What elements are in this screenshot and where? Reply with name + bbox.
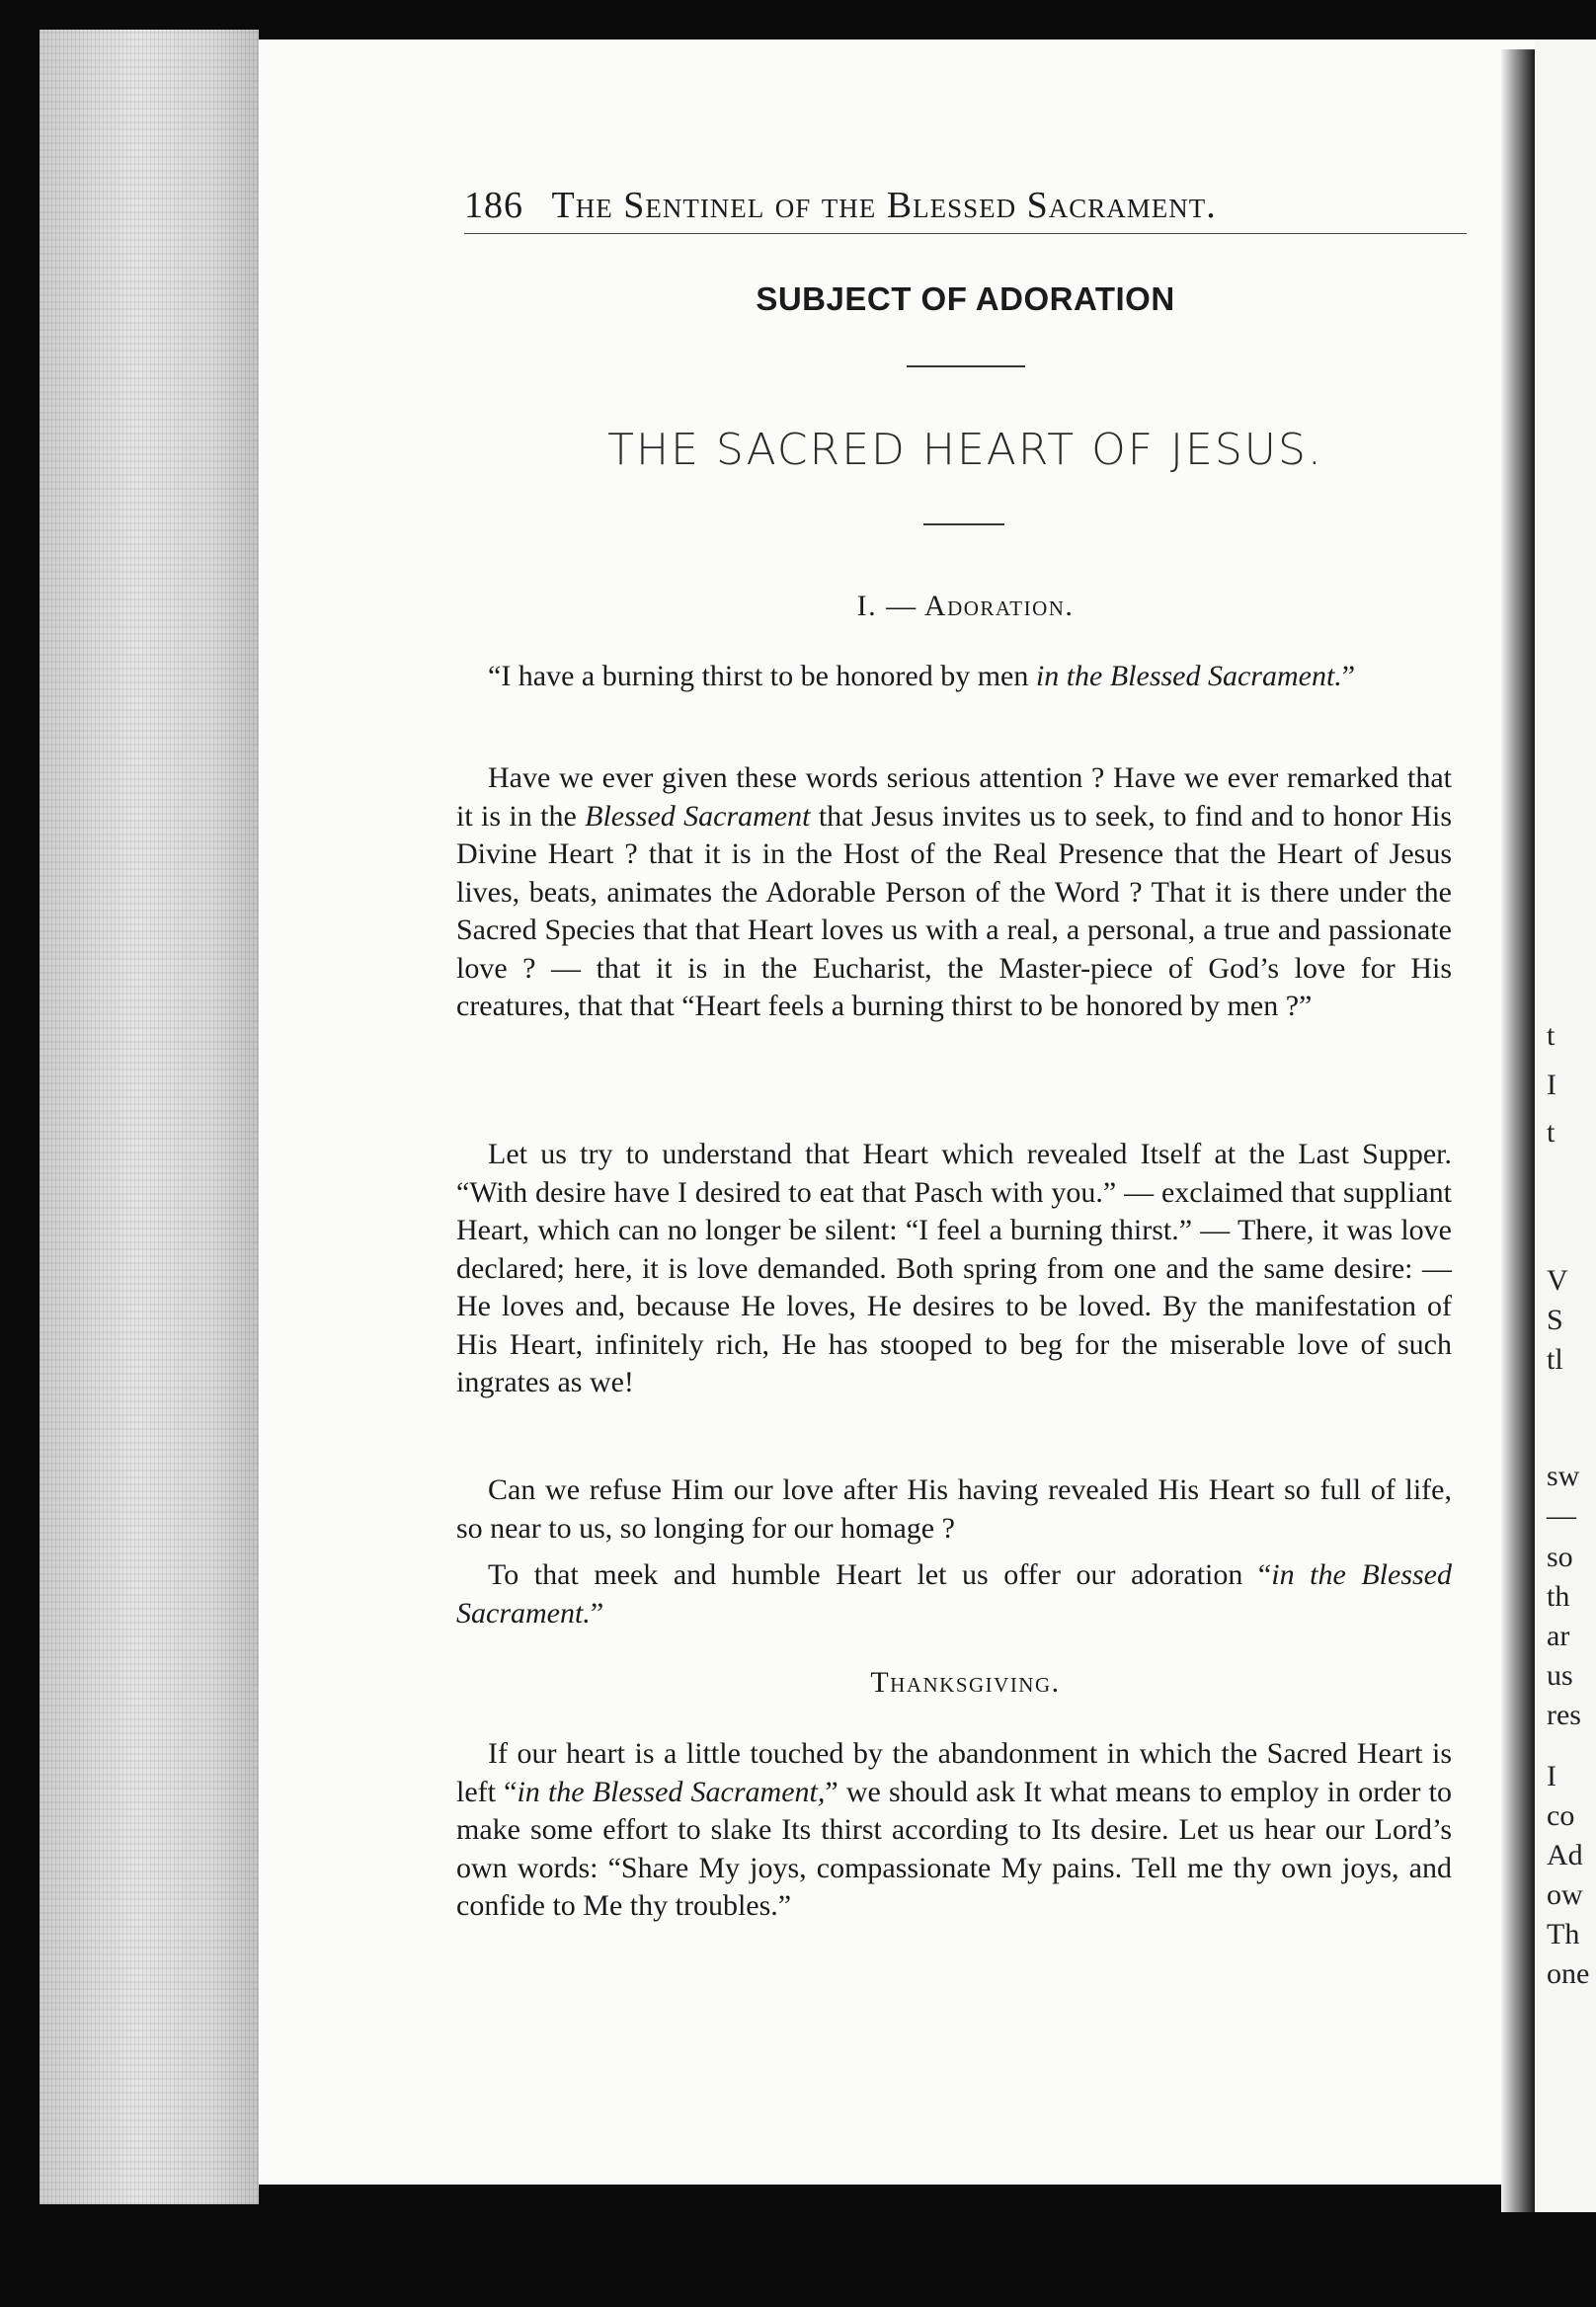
divider-rule xyxy=(923,523,1004,525)
book-gutter xyxy=(1501,49,1535,2212)
facing-page-fragment: ow xyxy=(1547,1878,1583,1911)
text-run: Have we ever given these words serious attention ? Have we ever remarked that it is in the xyxy=(456,761,1452,833)
italic-phrase: in the Blessed Sacrament. xyxy=(456,1558,1452,1630)
page-number: 186 xyxy=(464,185,523,226)
text-run: To that meek and humble Heart let us offer our adoration “ xyxy=(488,1558,1272,1591)
article-title: THE SACRED HEART OF JESUS. xyxy=(607,425,1323,475)
facing-page-fragment: I xyxy=(1547,1760,1556,1792)
divider-rule xyxy=(907,365,1025,367)
facing-page-fragment: so xyxy=(1547,1541,1573,1573)
facing-page-fragment: t xyxy=(1547,1019,1556,1052)
subject-heading: SUBJECT OF ADORATION xyxy=(756,280,1175,317)
running-header xyxy=(464,184,1467,234)
facing-page-fragment: t xyxy=(1547,1116,1556,1149)
facing-page-fragment: — xyxy=(1547,1499,1576,1532)
text-run: ” xyxy=(590,1596,604,1630)
facing-page-fragment: sw xyxy=(1547,1460,1580,1492)
facing-page-fragment: Th xyxy=(1547,1918,1580,1950)
italic-phrase: in the Blessed Sacrament, xyxy=(517,1775,826,1808)
text-run: ” xyxy=(1341,660,1356,692)
facing-page-fragment: I xyxy=(1547,1069,1556,1101)
facing-page-fragment: co xyxy=(1547,1799,1575,1832)
running-title: The Sentinel of the Blessed Sacrament. xyxy=(551,185,1217,226)
paragraph xyxy=(456,1472,1452,1548)
text-run: Let us try to understand that Heart which revealed Itself at the Last Supper. “With desire have I desired to eat that Pasch with you.” — exclaimed that suppliant Heart, which can no longer be silent: “I feel a burning thirst.” — There, it was love declared; here, it is love demanded. Both spring from one and the same desire: — He loves and, because He loves, He desires to be loved. By the manifestation of His Heart, infinitely rich, He has stooped to beg for the miserable love of such ingrates as we! xyxy=(456,1138,1452,1398)
facing-page-fragment: tl xyxy=(1547,1343,1563,1376)
paragraph xyxy=(456,658,1452,696)
section-heading-thanksgiving: Thanksgiving. xyxy=(870,1666,1061,1699)
text-run: ” we should ask It what means to employ in order to make some effort to slake Its thirst according to Its desire. Let us hear our Lord’s own words: “Share My joys, compassionate My pains. Tell me thy own joys, and confide to Me thy troubles.” xyxy=(456,1775,1452,1922)
text-run: “I have a burning thirst to be honored by men xyxy=(488,660,1036,692)
facing-page-fragment: one xyxy=(1547,1957,1590,1990)
italic-phrase: in the Blessed Sacrament. xyxy=(1035,660,1342,692)
paragraph xyxy=(456,1556,1452,1632)
section-heading-adoration: I. — Adoration. xyxy=(856,590,1075,622)
text-run: that Jesus invites us to seek, to find and to honor His Divine Heart ? that it is in the Host of the Real Presence that the Heart of Jesus lives, beats, animates the Adorable Person of the Word ? That it is there under the Sacred Species that that Heart loves us with a real, a personal, a true and passionate love ? — that it is in the Eucharist, the Master-piece of God’s love for His creatures, that that “Heart feels a burning thirst to be honored by men ?” xyxy=(456,799,1452,1022)
facing-page-fragment: Ad xyxy=(1547,1839,1583,1871)
facing-page-fragment: V xyxy=(1547,1264,1568,1297)
book-page-edges xyxy=(40,30,259,2204)
paragraph xyxy=(456,759,1452,1026)
paragraph xyxy=(456,1735,1452,1926)
text-run: If our heart is a little touched by the abandonment in which the Sacred Heart is left “ xyxy=(456,1737,1452,1808)
facing-page-fragment: us xyxy=(1547,1659,1573,1692)
paragraph xyxy=(456,1136,1452,1402)
facing-page-fragment: ar xyxy=(1547,1620,1570,1652)
facing-page-fragment: S xyxy=(1547,1304,1563,1336)
text-run: Can we refuse Him our love after His having revealed His Heart so full of life, so near to us, so longing for our homage ? xyxy=(456,1473,1452,1545)
facing-page-fragment: res xyxy=(1547,1699,1581,1731)
facing-page-fragment: th xyxy=(1547,1580,1570,1613)
facing-page-edge xyxy=(1535,40,1596,2212)
italic-phrase: Blessed Sacrament xyxy=(585,799,811,833)
